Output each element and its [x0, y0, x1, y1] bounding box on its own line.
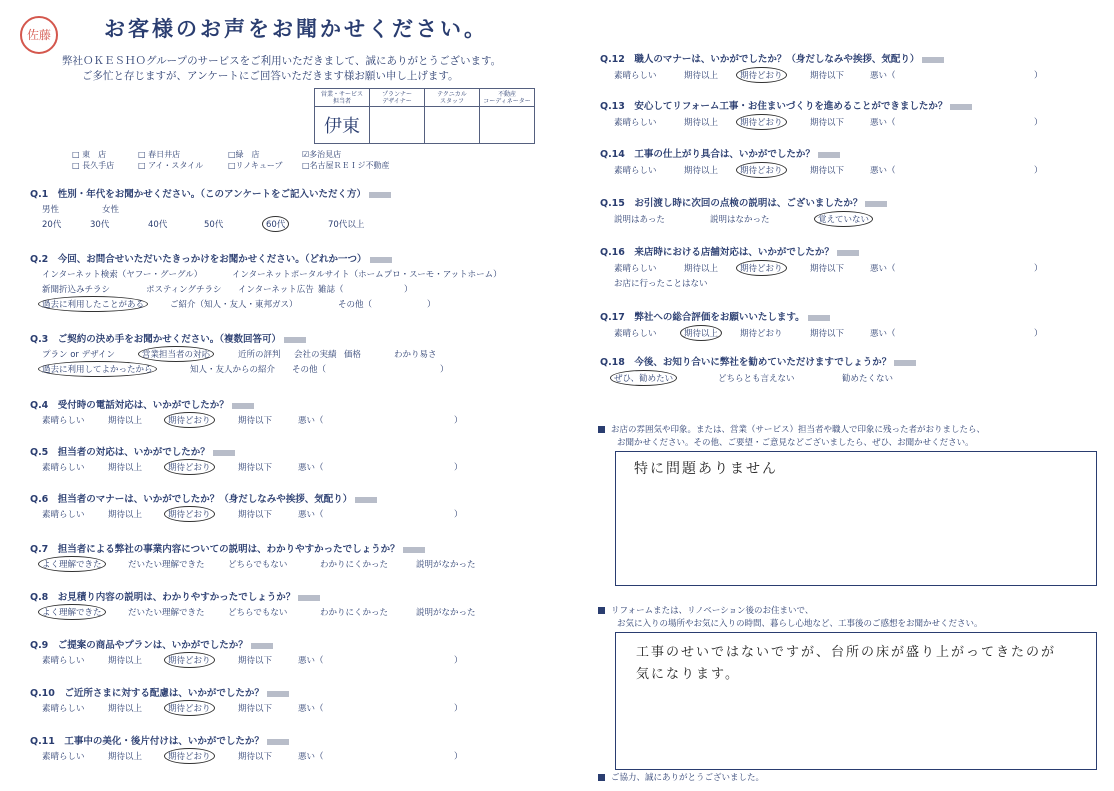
store-option[interactable]: □ アイ・スタイル: [138, 161, 204, 170]
answer-option[interactable]: だいたい理解できた: [128, 608, 205, 618]
answer-option[interactable]: 期待以下: [238, 752, 273, 762]
comment1-prompt: お店の雰囲気や印象。または、営業（サービス）担当者や職人で印象に残った者がおりましたら、: [598, 423, 985, 435]
question-8-label: Q.8 お見積り内容の説明は、わかりやすかったでしょうか？: [30, 589, 320, 603]
question-6-label: Q.6 担当者のマナーは、いかがでしたか？（身だしなみや挨拶、気配り）: [30, 491, 377, 505]
answer-option[interactable]: 70代以上: [328, 220, 365, 230]
underline-bar: [369, 192, 391, 198]
answer-option[interactable]: 20代: [42, 220, 62, 230]
answer-option[interactable]: 悪い（: [298, 704, 324, 714]
answer-option-selected[interactable]: 60代: [262, 216, 289, 232]
answer-option-selected[interactable]: 過去に利用してよかったから: [38, 361, 157, 377]
underline-bar: [267, 739, 289, 745]
answer-option[interactable]: 期待以上: [684, 166, 719, 176]
store-option[interactable]: □リノキューブ: [228, 161, 283, 170]
answer-option[interactable]: 30代: [90, 220, 110, 230]
answer-option[interactable]: 新聞折込みチラシ: [42, 285, 111, 295]
answer-option-selected[interactable]: 過去に利用したことがある: [38, 296, 148, 312]
question-9-label: Q.9 ご提案の商品やプランは、いかがでしたか？: [30, 637, 273, 651]
answer-option[interactable]: ）: [454, 752, 463, 762]
answer-option[interactable]: 期待以上: [684, 118, 719, 128]
answer-option[interactable]: どちらでもない: [228, 608, 288, 618]
answer-option[interactable]: 期待以下: [810, 264, 845, 274]
underline-bar: [232, 403, 254, 409]
answer-option[interactable]: 悪い（: [870, 166, 896, 176]
answer-option-selected[interactable]: 期待どおり: [736, 260, 787, 276]
answer-option-selected[interactable]: 営業担当者の対応: [138, 346, 214, 362]
answer-option[interactable]: プラン or デザイン: [42, 350, 116, 360]
staff-value-planner: [370, 107, 425, 144]
underline-bar: [865, 201, 887, 207]
answer-option[interactable]: 悪い（: [870, 264, 896, 274]
answer-option[interactable]: だいたい理解できた: [128, 560, 205, 570]
answer-option[interactable]: 期待以下: [810, 166, 845, 176]
store-option[interactable]: □ 長久手店: [72, 161, 115, 170]
answer-option[interactable]: 期待以下: [238, 416, 273, 426]
underline-bar: [355, 497, 377, 503]
answer-option[interactable]: どちらとも言えない: [718, 374, 795, 384]
personal-seal-stamp: 佐藤: [20, 16, 58, 54]
answer-option-selected[interactable]: 期待どおり: [736, 162, 787, 178]
answer-option[interactable]: 期待以上: [108, 416, 143, 426]
store-option[interactable]: □緑 店: [228, 150, 260, 159]
answer-option[interactable]: どちらでもない: [228, 560, 288, 570]
answer-option-selected[interactable]: 期待どおり: [164, 652, 215, 668]
comment1-prompt-2: お聞かせください。その他、ご要望・ご意見などございましたら、ぜひ、お聞かせください。: [617, 438, 974, 448]
answer-option[interactable]: 期待以上: [108, 704, 143, 714]
answer-option[interactable]: 男性: [42, 205, 60, 215]
answer-option[interactable]: 期待以上: [108, 656, 143, 666]
answer-option[interactable]: 女性: [102, 205, 120, 215]
answer-option[interactable]: 期待以下: [238, 463, 273, 473]
question-3-label: Q.3 ご契約の決め手をお聞かせください。（複数回答可）: [30, 331, 306, 345]
store-option[interactable]: □ 春日井店: [138, 150, 181, 159]
answer-option[interactable]: ）: [1034, 71, 1043, 81]
store-checklist: [72, 149, 412, 173]
answer-option[interactable]: 悪い（: [298, 416, 324, 426]
square-bullet-icon: [598, 426, 605, 433]
answer-option[interactable]: 期待以下: [810, 329, 845, 339]
answer-option[interactable]: ）: [1034, 118, 1043, 128]
question-r1-label: Q.12 職人のマナーは、いかがでしたか？（身だしなみや挨拶、気配り）: [600, 51, 944, 65]
answer-option[interactable]: 雑誌（: [318, 285, 344, 295]
answer-option[interactable]: ）: [427, 300, 436, 310]
answer-option[interactable]: 勧めたくない: [842, 374, 894, 384]
answer-option-selected[interactable]: 期待以上: [680, 325, 722, 341]
answer-option[interactable]: お店に行ったことはない: [614, 279, 708, 289]
store-option-selected[interactable]: ☑多治見店: [302, 150, 342, 159]
staff-table: [314, 88, 535, 144]
answer-option[interactable]: 説明はあった: [614, 215, 665, 225]
answer-option[interactable]: 期待以下: [810, 118, 845, 128]
question-4-label: Q.4 受付時の電話対応は、いかがでしたか？: [30, 397, 254, 411]
square-bullet-icon: [598, 607, 605, 614]
question-2-label: Q.2 今回、お問合せいただいたきっかけをお聞かせください。（どれか一つ）: [30, 251, 392, 265]
question-r6-label: Q.17 弊社への総合評価をお願いいたします。: [600, 309, 830, 323]
comment2-answer-line-2: 気になります。: [636, 667, 740, 682]
staff-value-sales: 伊東: [315, 107, 370, 144]
answer-option-selected[interactable]: 期待どおり: [164, 748, 215, 764]
answer-option[interactable]: インターネット検索（ヤフー・グーグル）: [42, 270, 203, 280]
answer-option[interactable]: 悪い（: [870, 118, 896, 128]
question-5-label: Q.5 担当者の対応は、いかがでしたか？: [30, 444, 235, 458]
underline-bar: [267, 691, 289, 697]
question-r3-label: Q.14 工事の仕上がり具合は、いかがでしたか？: [600, 146, 840, 160]
answer-option[interactable]: 悪い（: [298, 463, 324, 473]
intro-line-1: 弊社ＯＫＥＳＨＯグループのサービスをご利用いただきまして、誠にありがとうございます。: [62, 55, 502, 67]
answer-option-selected[interactable]: 期待どおり: [736, 67, 787, 83]
closing-message: ご協力、誠にありがとうございました。: [598, 771, 764, 783]
answer-option[interactable]: その他（: [338, 300, 373, 310]
staff-header-realestate: 不動産 コーディネーター: [480, 89, 535, 107]
answer-option[interactable]: 素晴らしい: [42, 752, 85, 762]
intro-line-2: ご多忙と存じますが、アンケートにご回答いただきます様お願い申し上げます。: [82, 70, 459, 82]
answer-option[interactable]: 素晴らしい: [614, 264, 657, 274]
question-1-label: Q.1 性別・年代をお聞かせください。（このアンケートをご記入いただく方）: [30, 186, 391, 200]
answer-option[interactable]: その他（: [292, 365, 327, 375]
underline-bar: [922, 57, 944, 63]
underline-bar: [213, 450, 235, 456]
underline-bar: [808, 315, 830, 321]
answer-option[interactable]: 悪い（: [298, 656, 324, 666]
answer-option[interactable]: ）: [454, 510, 463, 520]
staff-value-realestate: [480, 107, 535, 144]
answer-option-selected[interactable]: 期待どおり: [164, 412, 215, 428]
answer-option[interactable]: ）: [440, 365, 449, 375]
answer-option[interactable]: 期待以下: [810, 71, 845, 81]
answer-option[interactable]: 素晴らしい: [614, 329, 657, 339]
comment2-prompt: リフォームまたは、リノベーション後のお住まいで、: [598, 604, 813, 616]
underline-bar: [251, 643, 273, 649]
question-r2-label: Q.13 安心してリフォーム工事・お住まいづくりを進めることができましたか？: [600, 98, 972, 112]
answer-option[interactable]: 素晴らしい: [42, 463, 85, 473]
answer-option[interactable]: 期待以上: [108, 463, 143, 473]
underline-bar: [950, 104, 972, 110]
answer-option[interactable]: ）: [1034, 329, 1043, 339]
staff-header-technical: テクニカル スタッフ: [425, 89, 480, 107]
answer-option[interactable]: 素晴らしい: [614, 71, 657, 81]
answer-option[interactable]: 会社の実績: [294, 350, 337, 360]
answer-option[interactable]: 悪い（: [298, 510, 324, 520]
answer-option[interactable]: ）: [454, 463, 463, 473]
answer-option[interactable]: 素晴らしい: [614, 118, 657, 128]
answer-option-selected[interactable]: よく理解できた: [38, 556, 106, 572]
question-10-label: Q.10 ご近所さまに対する配慮は、いかがでしたか？: [30, 685, 289, 699]
answer-option[interactable]: 期待どおり: [740, 329, 783, 339]
answer-option[interactable]: 近所の評判: [238, 350, 281, 360]
question-r5-label: Q.16 来店時における店舗対応は、いかがでしたか？: [600, 244, 859, 258]
answer-option-selected[interactable]: 覚えていない: [814, 211, 873, 227]
answer-option[interactable]: 40代: [148, 220, 168, 230]
answer-option[interactable]: ）: [454, 416, 463, 426]
answer-option[interactable]: 期待以上: [684, 264, 719, 274]
store-option[interactable]: □名古屋ＲＥＩジ不動産: [302, 161, 390, 170]
answer-option[interactable]: 悪い（: [870, 71, 896, 81]
page-title: お客様のお声をお聞かせください。: [104, 17, 488, 41]
staff-header-planner: プランナー デザイナー: [370, 89, 425, 107]
answer-option[interactable]: 素晴らしい: [614, 166, 657, 176]
answer-option[interactable]: 素晴らしい: [42, 704, 85, 714]
answer-option[interactable]: 期待以下: [238, 656, 273, 666]
comment2-box[interactable]: [615, 632, 1097, 770]
answer-option[interactable]: ）: [1034, 166, 1043, 176]
answer-option[interactable]: インターネット広告: [238, 285, 314, 295]
answer-option[interactable]: 期待以上: [108, 752, 143, 762]
answer-option[interactable]: わかりにくかった: [320, 560, 389, 570]
square-bullet-icon: [598, 774, 605, 781]
answer-option[interactable]: ）: [454, 704, 463, 714]
answer-option[interactable]: わかりにくかった: [320, 608, 389, 618]
answer-option[interactable]: 素晴らしい: [42, 510, 85, 520]
answer-option-selected[interactable]: ぜひ、勧めたい: [610, 370, 677, 386]
question-7-label: Q.7 担当者による弊社の事業内容についての説明は、わかりやすかったでしょうか？: [30, 541, 425, 555]
answer-option-selected[interactable]: 期待どおり: [164, 506, 215, 522]
underline-bar: [837, 250, 859, 256]
answer-option[interactable]: インターネットポータルサイト（ホームプロ・スーモ・アットホーム）: [232, 270, 502, 280]
answer-option[interactable]: 価格: [344, 350, 362, 360]
answer-option[interactable]: 期待以上: [684, 71, 719, 81]
answer-option-selected[interactable]: 期待どおり: [164, 459, 215, 475]
answer-option[interactable]: 説明がなかった: [416, 608, 476, 618]
comment2-prompt-2: お気に入りの場所やお気に入りの時間、暮らし心地など、工事後のご感想をお聞かせください。: [617, 619, 983, 629]
answer-option[interactable]: 悪い（: [870, 329, 896, 339]
underline-bar: [284, 337, 306, 343]
answer-option-selected[interactable]: よく理解できた: [38, 604, 106, 620]
staff-value-technical: [425, 107, 480, 144]
comment2-answer-line-1: 工事のせいではないですが、台所の床が盛り上がってきたのが: [636, 645, 1057, 660]
answer-option[interactable]: 期待以上: [108, 510, 143, 520]
answer-option[interactable]: 50代: [204, 220, 224, 230]
question-11-label: Q.11 工事中の美化・後片付けは、いかがでしたか？: [30, 733, 289, 747]
answer-option[interactable]: 説明はなかった: [710, 215, 770, 225]
store-option[interactable]: □ 東 店: [72, 150, 107, 159]
answer-option[interactable]: ）: [454, 656, 463, 666]
question-r4-label: Q.15 お引渡し時に次回の点検の説明は、ございましたか？: [600, 195, 887, 209]
answer-option[interactable]: ）: [404, 285, 413, 295]
answer-option-selected[interactable]: 期待どおり: [736, 114, 787, 130]
underline-bar: [403, 547, 425, 553]
answer-option[interactable]: 素晴らしい: [42, 416, 85, 426]
underline-bar: [818, 152, 840, 158]
question-r7-label: Q.18 今後、お知り合いに弊社を勧めていただけますでしょうか？: [600, 354, 916, 368]
answer-option[interactable]: ご紹介（知人・友人・東邦ガス）: [170, 300, 298, 310]
answer-option-selected[interactable]: 期待どおり: [164, 700, 215, 716]
comment1-answer: 特に問題ありません: [634, 461, 778, 477]
answer-option[interactable]: ポスティングチラシ: [146, 285, 222, 295]
answer-option[interactable]: 悪い（: [298, 752, 324, 762]
underline-bar: [298, 595, 320, 601]
answer-option[interactable]: 説明がなかった: [416, 560, 476, 570]
staff-header-sales: 営業・サービス 担当者: [315, 89, 370, 107]
answer-option[interactable]: ）: [1034, 264, 1043, 274]
answer-option[interactable]: 素晴らしい: [42, 656, 85, 666]
answer-option[interactable]: わかり易さ: [394, 350, 437, 360]
comment1-box[interactable]: [615, 451, 1097, 586]
answer-option[interactable]: 期待以下: [238, 704, 273, 714]
underline-bar: [370, 257, 392, 263]
underline-bar: [894, 360, 916, 366]
answer-option[interactable]: 知人・友人からの紹介: [190, 365, 276, 375]
answer-option[interactable]: 期待以下: [238, 510, 273, 520]
